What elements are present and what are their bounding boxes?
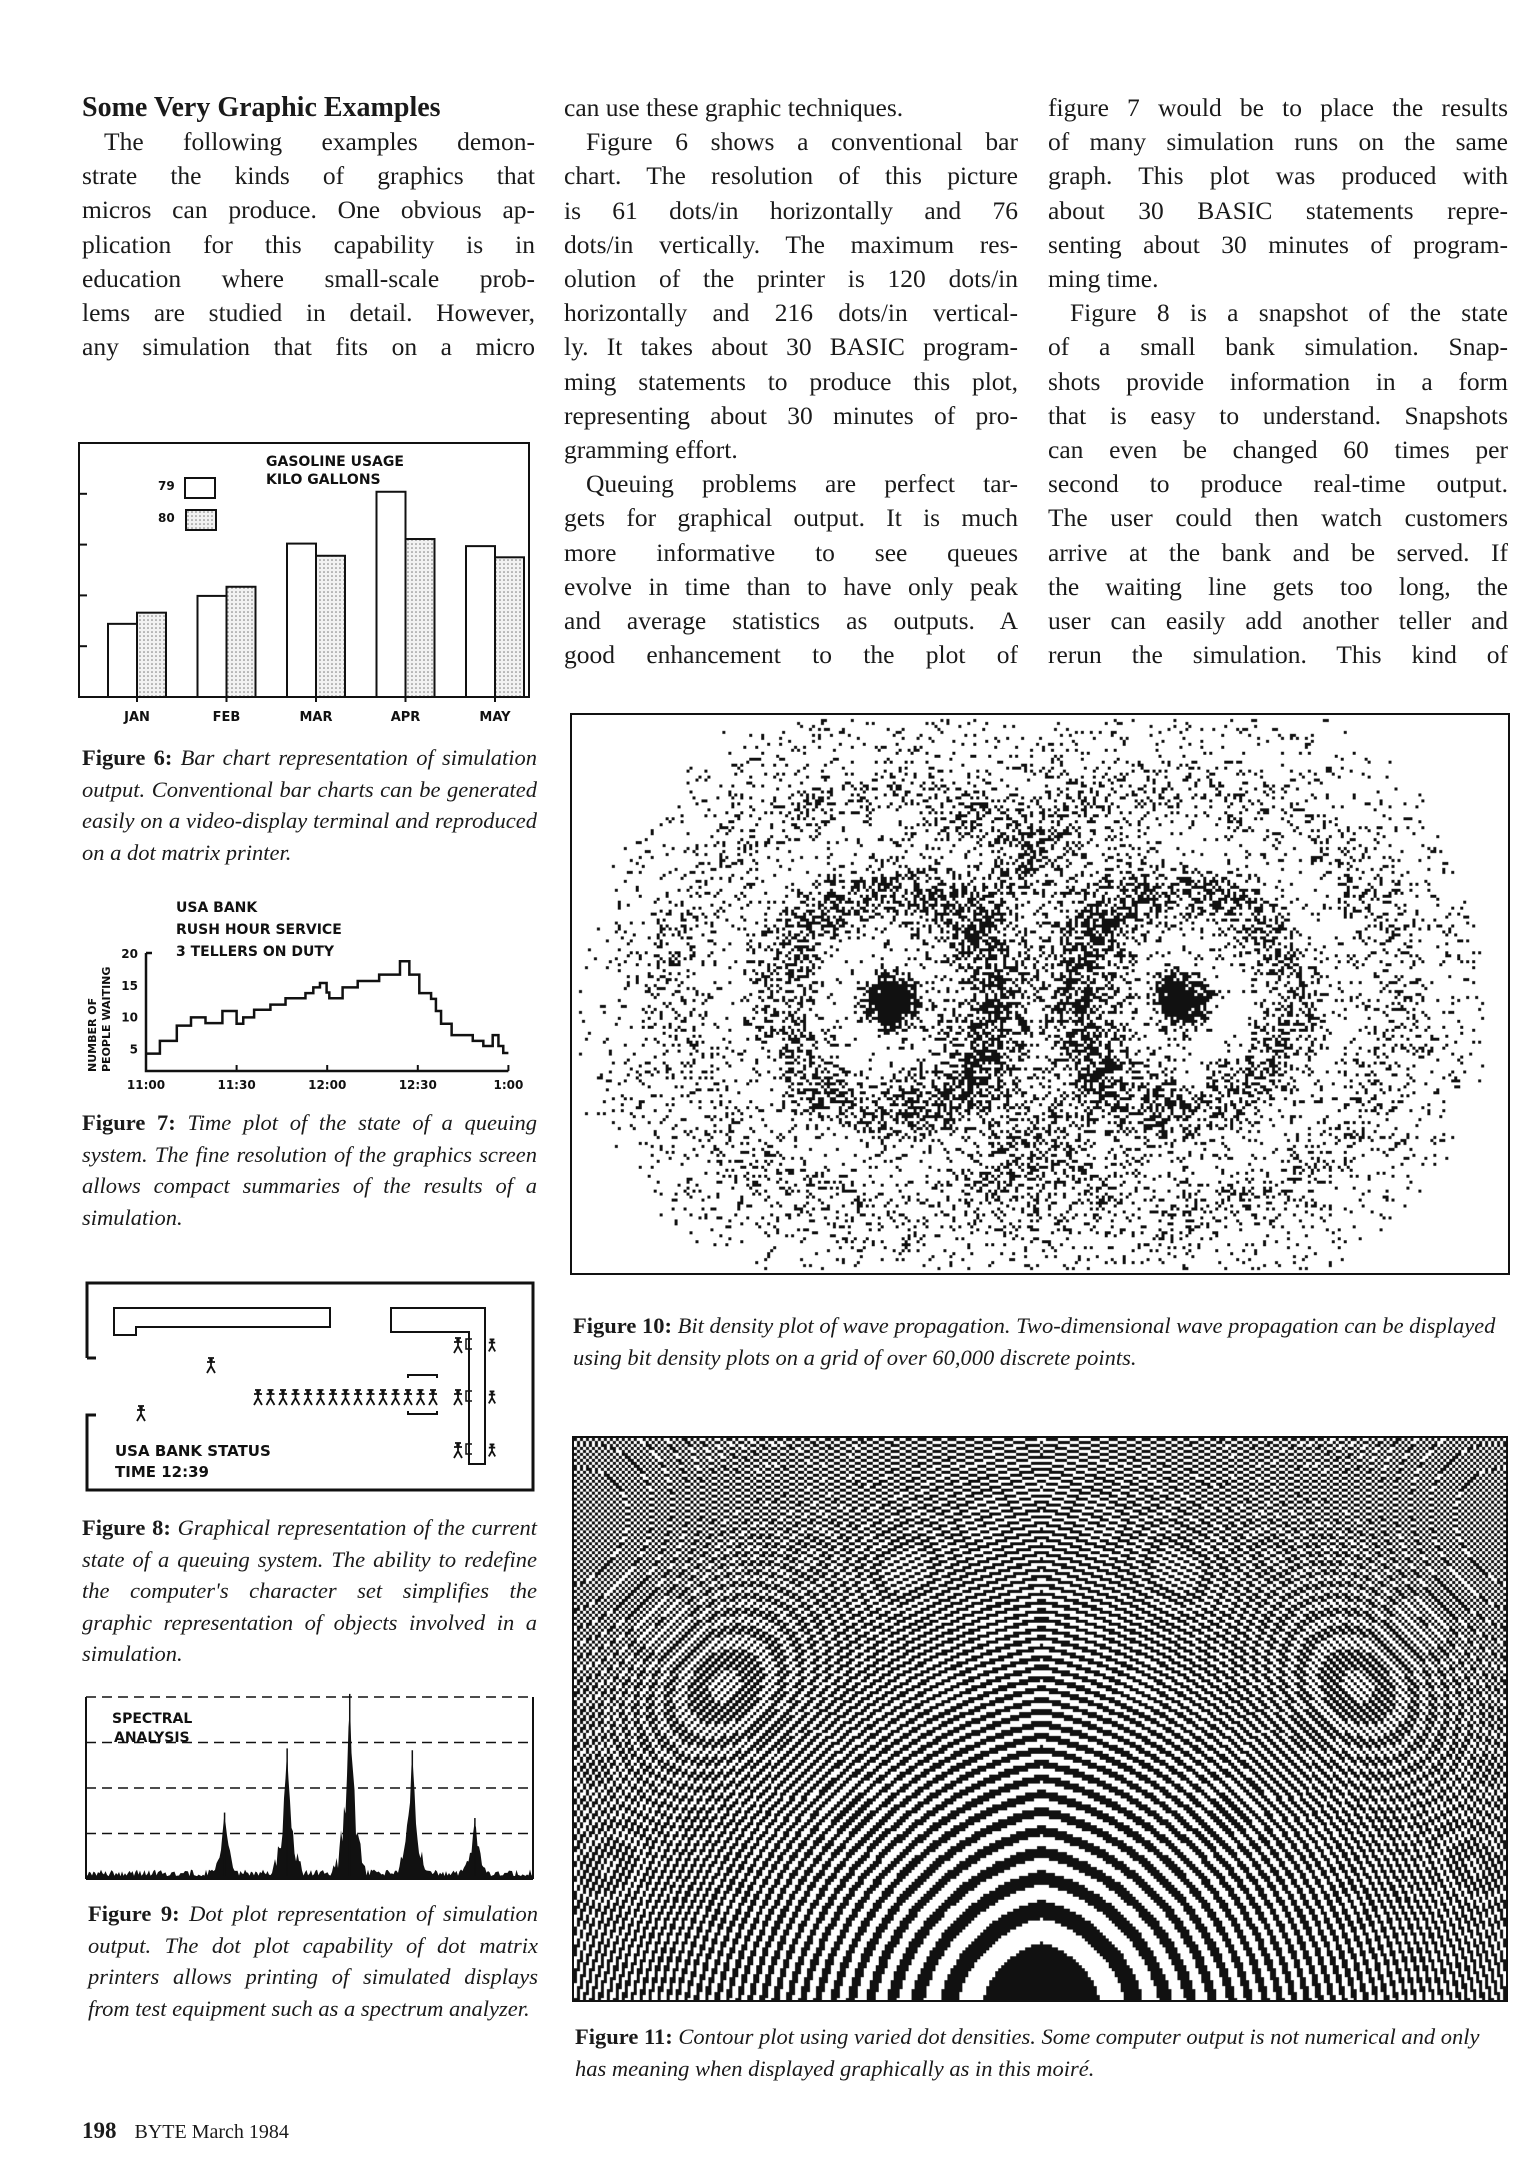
text-line: evolve in time than to have only peak bbox=[564, 571, 1018, 601]
text-line: lems are studied in detail. However, bbox=[82, 298, 535, 328]
figure-11-moire-contour-plot bbox=[572, 1436, 1508, 2002]
text-line: Queuing problems are perfect tar- bbox=[586, 469, 1018, 499]
text-line: shots provide information in a form bbox=[1048, 366, 1508, 396]
chart-title-line: 3 TELLERS ON DUTY bbox=[176, 944, 335, 960]
queue-customer-icon-head bbox=[294, 1390, 298, 1394]
x-tick-label: JAN bbox=[124, 710, 150, 725]
caption-text: Dot plot representation of simulation output. The dot plot capability of dot matrix printers allows printing of simulated displays from test equipment such as a spectrum analyzer. bbox=[88, 1901, 538, 2021]
caption-label: Figure 8: bbox=[82, 1515, 171, 1540]
text-line: that is easy to understand. Snapshots bbox=[1048, 400, 1508, 430]
text-line: the waiting line gets too long, the bbox=[1048, 571, 1508, 601]
figure-11-caption bbox=[575, 2021, 1511, 2084]
queue-customer-icon-head bbox=[281, 1390, 285, 1394]
figure-6-caption bbox=[82, 742, 537, 868]
bar-80-feb bbox=[227, 587, 256, 697]
text-line: figure 7 would be to place the results bbox=[1048, 93, 1508, 122]
status-time: TIME 12:39 bbox=[115, 1463, 209, 1481]
chart-title-line-1: SPECTRAL bbox=[112, 1711, 193, 1727]
queue-customer-icon-head bbox=[319, 1390, 323, 1394]
status-title: USA BANK STATUS bbox=[115, 1442, 271, 1460]
customer-walking-icon-head bbox=[209, 1358, 213, 1362]
figure-8-caption bbox=[82, 1512, 537, 1670]
queue-customer-icon-head bbox=[369, 1390, 373, 1394]
page-footer bbox=[82, 2118, 289, 2144]
caption-text: Time plot of the state of a queuing system. The fine resolution of the graphics screen allows compact summaries of the results of a simulation. bbox=[82, 1110, 538, 1230]
text-line: and average statistics as outputs. A bbox=[564, 606, 1018, 636]
bar-79-may bbox=[466, 546, 495, 697]
teller-icon-head bbox=[491, 1340, 494, 1343]
queue-customer-icon-head bbox=[331, 1390, 335, 1394]
text-line: ming time. bbox=[1048, 264, 1159, 294]
text-line: Figure 6 shows a conventional bar bbox=[586, 127, 1018, 157]
text-line: graph. This plot was produced with bbox=[1048, 161, 1508, 191]
y-tick-label: 5 bbox=[129, 1042, 138, 1057]
x-tick-label: 11:30 bbox=[217, 1078, 256, 1092]
text-line: arrive at the bank and be served. If bbox=[1048, 537, 1508, 567]
text-line: rerun the simulation. This kind of bbox=[1048, 640, 1508, 670]
queue-customer-icon-head bbox=[419, 1390, 423, 1394]
figure-9-caption bbox=[88, 1898, 538, 2024]
caption-text: Bit density plot of wave propagation. Two-dimensional wave propagation can be displayed using bit density plots on a grid of over 60,000 discrete points. bbox=[573, 1313, 1496, 1370]
queue-customer-icon-head bbox=[431, 1390, 435, 1394]
y-axis-label-line: PEOPLE WAITING bbox=[100, 966, 113, 1072]
page-number: 198 bbox=[82, 2118, 117, 2143]
bank-counter bbox=[114, 1308, 330, 1335]
text-line: any simulation that fits on a micro bbox=[82, 332, 535, 362]
figure-10-caption bbox=[573, 1310, 1511, 1373]
text-line: representing about 30 minutes of pro- bbox=[564, 400, 1018, 430]
section-heading: Some Very Graphic Examples bbox=[82, 92, 441, 123]
teller-icon-head bbox=[491, 1392, 494, 1395]
text-line: strate the kinds of graphics that bbox=[82, 161, 535, 191]
figure-6-bar-chart bbox=[70, 438, 545, 738]
article-column-3 bbox=[1048, 91, 1508, 672]
figure-7-time-plot bbox=[60, 890, 540, 1100]
legend-label-79: 79 bbox=[158, 479, 175, 493]
text-line: more informative to see queues bbox=[564, 537, 1018, 567]
text-line: is 61 dots/in horizontally and 76 bbox=[564, 195, 1018, 225]
chart-subtitle: KILO GALLONS bbox=[266, 472, 381, 488]
queue-customer-icon-head bbox=[394, 1390, 398, 1394]
queue-customer-icon-head bbox=[306, 1390, 310, 1394]
queue-customer-icon-head bbox=[406, 1390, 410, 1394]
text-line: education where small-scale prob- bbox=[82, 263, 535, 293]
legend-swatch-80 bbox=[186, 510, 216, 530]
caption-label: Figure 6: bbox=[82, 745, 173, 770]
x-tick-label: MAR bbox=[299, 710, 333, 725]
text-line: gramming effort. bbox=[564, 435, 738, 465]
text-line: ly. It takes about 30 BASIC program- bbox=[564, 332, 1018, 362]
figure-8-bank-diagram bbox=[60, 1270, 550, 1500]
customer-at-teller-icon-head bbox=[456, 1338, 460, 1342]
chart-title: GASOLINE USAGE bbox=[266, 454, 404, 470]
text-line: micros can produce. One obvious ap- bbox=[82, 195, 535, 225]
legend-swatch-79 bbox=[185, 478, 215, 498]
axes bbox=[146, 953, 508, 1071]
baseline bbox=[86, 1876, 533, 1880]
text-line: The user could then watch customers bbox=[1048, 503, 1508, 533]
customer-walking-icon-head bbox=[139, 1406, 143, 1410]
caption-text: Graphical representation of the current state of a queuing system. The ability to redefine the computer's character set simplifies the graphic representation of objects involved in a simulation. bbox=[82, 1515, 538, 1666]
legend-label-80: 80 bbox=[158, 511, 175, 525]
bar-80-jan bbox=[137, 613, 166, 697]
text-line: dots/in vertically. The maximum res- bbox=[564, 229, 1018, 259]
text-line: horizontally and 216 dots/in vertical- bbox=[564, 298, 1018, 328]
customer-at-teller-icon-head bbox=[456, 1443, 460, 1447]
x-tick-label: 12:00 bbox=[308, 1078, 347, 1092]
queue-customer-icon-head bbox=[269, 1390, 273, 1394]
caption-label: Figure 11: bbox=[575, 2024, 673, 2049]
y-tick-label: 20 bbox=[121, 947, 138, 961]
article-column-1 bbox=[82, 91, 535, 364]
y-axis-label-line: NUMBER OF bbox=[86, 997, 99, 1072]
bar-80-may bbox=[495, 557, 524, 697]
chart-title-line-2: ANALYSIS bbox=[114, 1730, 190, 1746]
text-line: gets for graphical output. It is much bbox=[564, 503, 1018, 533]
customer-at-teller-icon-head bbox=[456, 1390, 460, 1394]
x-tick-label: 12:30 bbox=[398, 1078, 437, 1092]
text-line: of a small bank simulation. Snap- bbox=[1048, 332, 1508, 362]
queue-customer-icon-head bbox=[256, 1390, 260, 1394]
x-tick-label: MAY bbox=[479, 710, 511, 725]
queue-customer-icon-head bbox=[381, 1390, 385, 1394]
text-line: about 30 BASIC statements repre- bbox=[1048, 195, 1508, 225]
figure-9-spectral-plot bbox=[60, 1680, 550, 1890]
bar-79-apr bbox=[377, 492, 406, 697]
queue-length-series bbox=[146, 961, 508, 1053]
bar-80-mar bbox=[316, 556, 345, 697]
text-line: can even be changed 60 times per bbox=[1048, 435, 1508, 465]
text-line: Figure 8 is a snapshot of the state bbox=[1070, 298, 1508, 328]
teller-counter bbox=[391, 1308, 485, 1464]
text-line: of many simulation runs on the same bbox=[1048, 127, 1508, 157]
text-line: chart. The resolution of this picture bbox=[564, 161, 1018, 191]
x-tick-label: 1:00 bbox=[493, 1078, 524, 1092]
text-line: plication for this capability is in bbox=[82, 229, 535, 259]
y-tick-label: 15 bbox=[121, 978, 138, 993]
bar-79-jan bbox=[108, 624, 137, 697]
x-tick-label: APR bbox=[390, 710, 421, 725]
caption-label: Figure 7: bbox=[82, 1110, 176, 1135]
figure-10-bit-density-plot bbox=[570, 713, 1510, 1275]
caption-text: Contour plot using varied dot densities. Some computer output is not numerical and only has meaning when displayed graphically as in this moiré. bbox=[575, 2024, 1480, 2081]
text-line: olution of the printer is 120 dots/in bbox=[564, 264, 1018, 294]
queue-customer-icon-head bbox=[356, 1390, 360, 1394]
text-line: can use these graphic techniques. bbox=[564, 93, 904, 122]
caption-text: Bar chart representation of simulation output. Conventional bar charts can be generated easily on a video-display terminal and reproduced on a dot matrix printer. bbox=[82, 745, 537, 865]
text-line: good enhancement to the plot of bbox=[564, 640, 1018, 670]
x-tick-label: FEB bbox=[212, 710, 241, 725]
x-tick-label: 11:00 bbox=[126, 1078, 166, 1092]
caption-label: Figure 10: bbox=[573, 1313, 672, 1338]
article-column-2 bbox=[564, 91, 1018, 672]
chart-title-line: RUSH HOUR SERVICE bbox=[176, 922, 342, 938]
caption-label: Figure 9: bbox=[88, 1901, 180, 1926]
bar-79-mar bbox=[287, 544, 316, 697]
text-line: senting about 30 minutes of program- bbox=[1048, 229, 1508, 259]
text-line: user can easily add another teller and bbox=[1048, 606, 1508, 636]
text-line: ming statements to produce this plot, bbox=[564, 366, 1018, 396]
teller-icon-head bbox=[491, 1445, 494, 1448]
publication-issue: BYTE March 1984 bbox=[134, 2121, 289, 2143]
text-line: second to produce real-time output. bbox=[1048, 469, 1508, 499]
queue-customer-icon-head bbox=[344, 1390, 348, 1394]
y-tick-label: 10 bbox=[121, 1010, 138, 1025]
figure-7-caption bbox=[82, 1107, 537, 1233]
bar-79-feb bbox=[198, 596, 227, 697]
chart-title-line: USA BANK bbox=[176, 900, 258, 916]
bar-80-apr bbox=[406, 539, 435, 697]
text-line: The following examples demon- bbox=[104, 127, 535, 156]
